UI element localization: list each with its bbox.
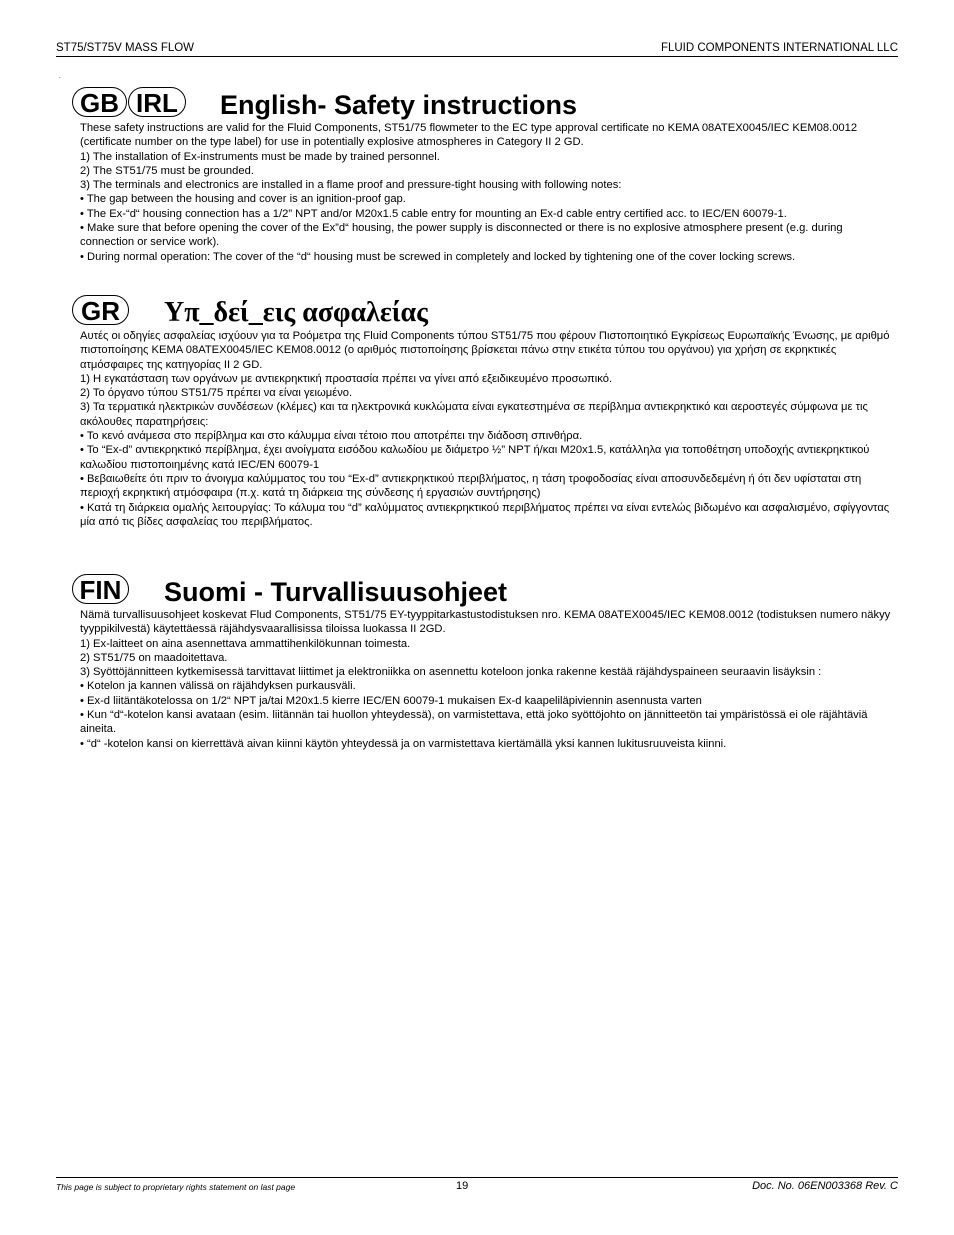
section-title: Suomi - Turvallisuusohjeet bbox=[164, 577, 508, 607]
paragraph: • The Ex-“d“ housing connection has a 1/2” NPT and/or M20x1.5 cable entry for mounting an Ex-d cable entry certified acc. to IEC/EN 60079-1. bbox=[80, 207, 787, 220]
footer-proprietary-note: This page is subject to proprietary rights statement on last page bbox=[56, 1182, 296, 1192]
paragraph: 3) Τα τερματικά ηλεκτρικών συνδέσεων (κλέμες) και τα ηλεκτρονικά κυκλώματα είναι εγκατεστημένα σε περίβλημα αντιεκρηκτικό και αεροστεγές σύμφωνα με τις ακόλουθες παρατηρήσεις: bbox=[80, 401, 868, 428]
paragraph: 2) ST51/75 on maadoitettava. bbox=[80, 651, 228, 664]
paragraph: These safety instructions are valid for the Fluid Components, ST51/75 flowmeter to the EC type approval certificate no KEMA 08ATEX0045/IEC KEM08.0012 (certificate number on the type label) for use in potentially explosive atmospheres in Category II 2 GD. bbox=[80, 122, 858, 149]
country-badge-gr: GR bbox=[72, 295, 129, 325]
paragraph: 3) The terminals and electronics are installed in a flame proof and pressure-tight housing with following notes: bbox=[80, 179, 622, 192]
paragraph: 1) Η εγκατάσταση των οργάνων με αντιεκρηκτική προστασία πρέπει να γίνει από εξειδικευμένο προσωπικό. bbox=[80, 372, 613, 385]
paragraph: • The gap between the housing and cover is an ignition-proof gap. bbox=[80, 193, 406, 206]
country-badge-fin: FIN bbox=[72, 574, 129, 604]
country-badge-irl: IRL bbox=[128, 87, 186, 117]
section-greek bbox=[72, 295, 898, 528]
section-body bbox=[80, 329, 898, 529]
page-header bbox=[56, 40, 898, 57]
section-title: English- Safety instructions bbox=[220, 90, 578, 120]
footer-divider bbox=[56, 1177, 898, 1178]
section-title-row bbox=[72, 574, 898, 612]
section-title-row bbox=[72, 87, 898, 125]
section-title-row bbox=[72, 295, 898, 333]
section-finnish bbox=[72, 574, 898, 750]
header-left: ST75/ST75V MASS FLOW bbox=[56, 42, 195, 54]
paragraph: 2) Το όργανο τύπου ST51/75 πρέπει να είναι γειωμένο. bbox=[80, 387, 353, 400]
header-right: FLUID COMPONENTS INTERNATIONAL LLC bbox=[660, 42, 898, 54]
section-body bbox=[80, 608, 898, 751]
paragraph: 3) Syöttöjännitteen kytkemisessä tarvittavat liittimet ja elektroniikka on asennettu koteloon jonka rakenne kestää räjähdyspaineen seuraavin lisäyksin : bbox=[80, 666, 822, 679]
page-number: 19 bbox=[456, 1180, 469, 1192]
stray-dot: . bbox=[59, 74, 61, 80]
paragraph: • During normal operation: The cover of the “d“ housing must be screwed in completely and locked by tightening one of the cover locking screws. bbox=[80, 250, 796, 263]
paragraph: • “d“ -kotelon kansi on kierrettävä aivan kiinni käytön yhteydessä ja on varmistettava kiertämällä yksi kannen lukitusruuveista kiinni. bbox=[80, 737, 727, 750]
paragraph: • Kotelon ja kannen välissä on räjähdyksen purkausväli. bbox=[80, 680, 356, 693]
paragraph: 1) Ex-laitteet on aina asennettava ammattihenkilökunnan toimesta. bbox=[80, 637, 411, 650]
paragraph: 1) The installation of Ex-instruments must be made by trained personnel. bbox=[80, 150, 440, 163]
paragraph: • Kun “d“-kotelon kansi avataan (esim. liitännän tai huollon yhteydessä), on varmistettava, että joko syöttöjohto on jännitteetön tai ympäristössä ei ole räjähtäviä aineita. bbox=[80, 709, 868, 736]
paragraph: Nämä turvallisuusohjeet koskevat Flud Components, ST51/75 EY-tyyppitarkastustodistuksen nro. KEMA 08ATEX0045/IEC KEM08.0012 (todistuksen numero näkyy tyyppikilvestä) käytettäessä räjähdysvaarallisissa tiloissa luokassa II 2GD. bbox=[80, 609, 891, 636]
section-english bbox=[72, 87, 898, 263]
paragraph: Αυτές οι οδηγίες ασφαλείας ισχύουν για τα Ροόμετρα της Fluid Components τύπου ST51/75 που φέρουν Πιστοποιητικό Εγκρίσεως Ευρωπαϊκής Ένωσης, με αριθμό πιστοποίησης KEMA 08ATEX0045/IEC KEM08.0012 (ο αριθμός πιστοποίησης βρίσκεται πάνω στην ετικέτα τύπου του οργάνου) για χρήση σε εκρηκτικές ατμόσφαιρες της κατηγορίας II 2 GD. bbox=[80, 330, 890, 371]
paragraph: • Βεβαιωθείτε ότι πριν το άνοιγμα καλύμματος του του “Ex-d” αντιεκρηκτικού περιβλήματος, η τάση τροφοδοσίας είναι αποσυνδεδεμένη ή ότι δεν υφίσταται στη περιοχή εκρηκτική ατμόσφαιρα (π.χ. κατά τη διάρκεια της σύνδεσης ή εργασιών συντήρησης) bbox=[80, 472, 862, 500]
section-body bbox=[80, 121, 898, 264]
paragraph: • Ex-d liitäntäkotelossa on 1/2“ NPT ja/tai M20x1.5 kierre IEC/EN 60079-1 mukaisen Ex-d kaapeliläpiviennin asennusta varten bbox=[80, 694, 702, 707]
footer-doc-number: Doc. No. 06EN003368 Rev. C bbox=[752, 1180, 898, 1192]
paragraph: • Make sure that before opening the cover of the Ex”d“ housing, the power supply is disconnected or there is no explosive atmosphere present (e.g. during connection or service work). bbox=[80, 222, 843, 249]
paragraph: • Το “Ex-d” αντιεκρηκτικό περίβλημα, έχει ανοίγματα εισόδου καλωδίου με διάμετρο ½” NPT ή/και M20x1.5, κατάλληλα για τοποθέτηση υποδοχής αντιεκρηκτικού καλωδίου πιστοποιημένης κατά IEC/EN 60079-1 bbox=[80, 444, 870, 471]
country-badge-gb: GB bbox=[72, 87, 127, 117]
paragraph: 2) The ST51/75 must be grounded. bbox=[80, 164, 254, 177]
paragraph: • Κατά τη διάρκεια ομαλής λειτουργίας: Το κάλυμα του “d” καλύμματος αντιεκρηκτικού περιβλήματος πρέπει να είναι εντελώς βιδωμένο και ασφαλισμένο, σφίγγοντας μία από τις βίδες ασφαλείας του περιβλήματος. bbox=[80, 501, 890, 528]
section-title: Υπ_δεί_εις ασφαλείας bbox=[164, 297, 428, 328]
paragraph: • Το κενό ανάμεσα στο περίβλημα και στο κάλυμμα είναι τέτοιο που αποτρέπει την διάδοση σπινθήρα. bbox=[80, 430, 583, 443]
